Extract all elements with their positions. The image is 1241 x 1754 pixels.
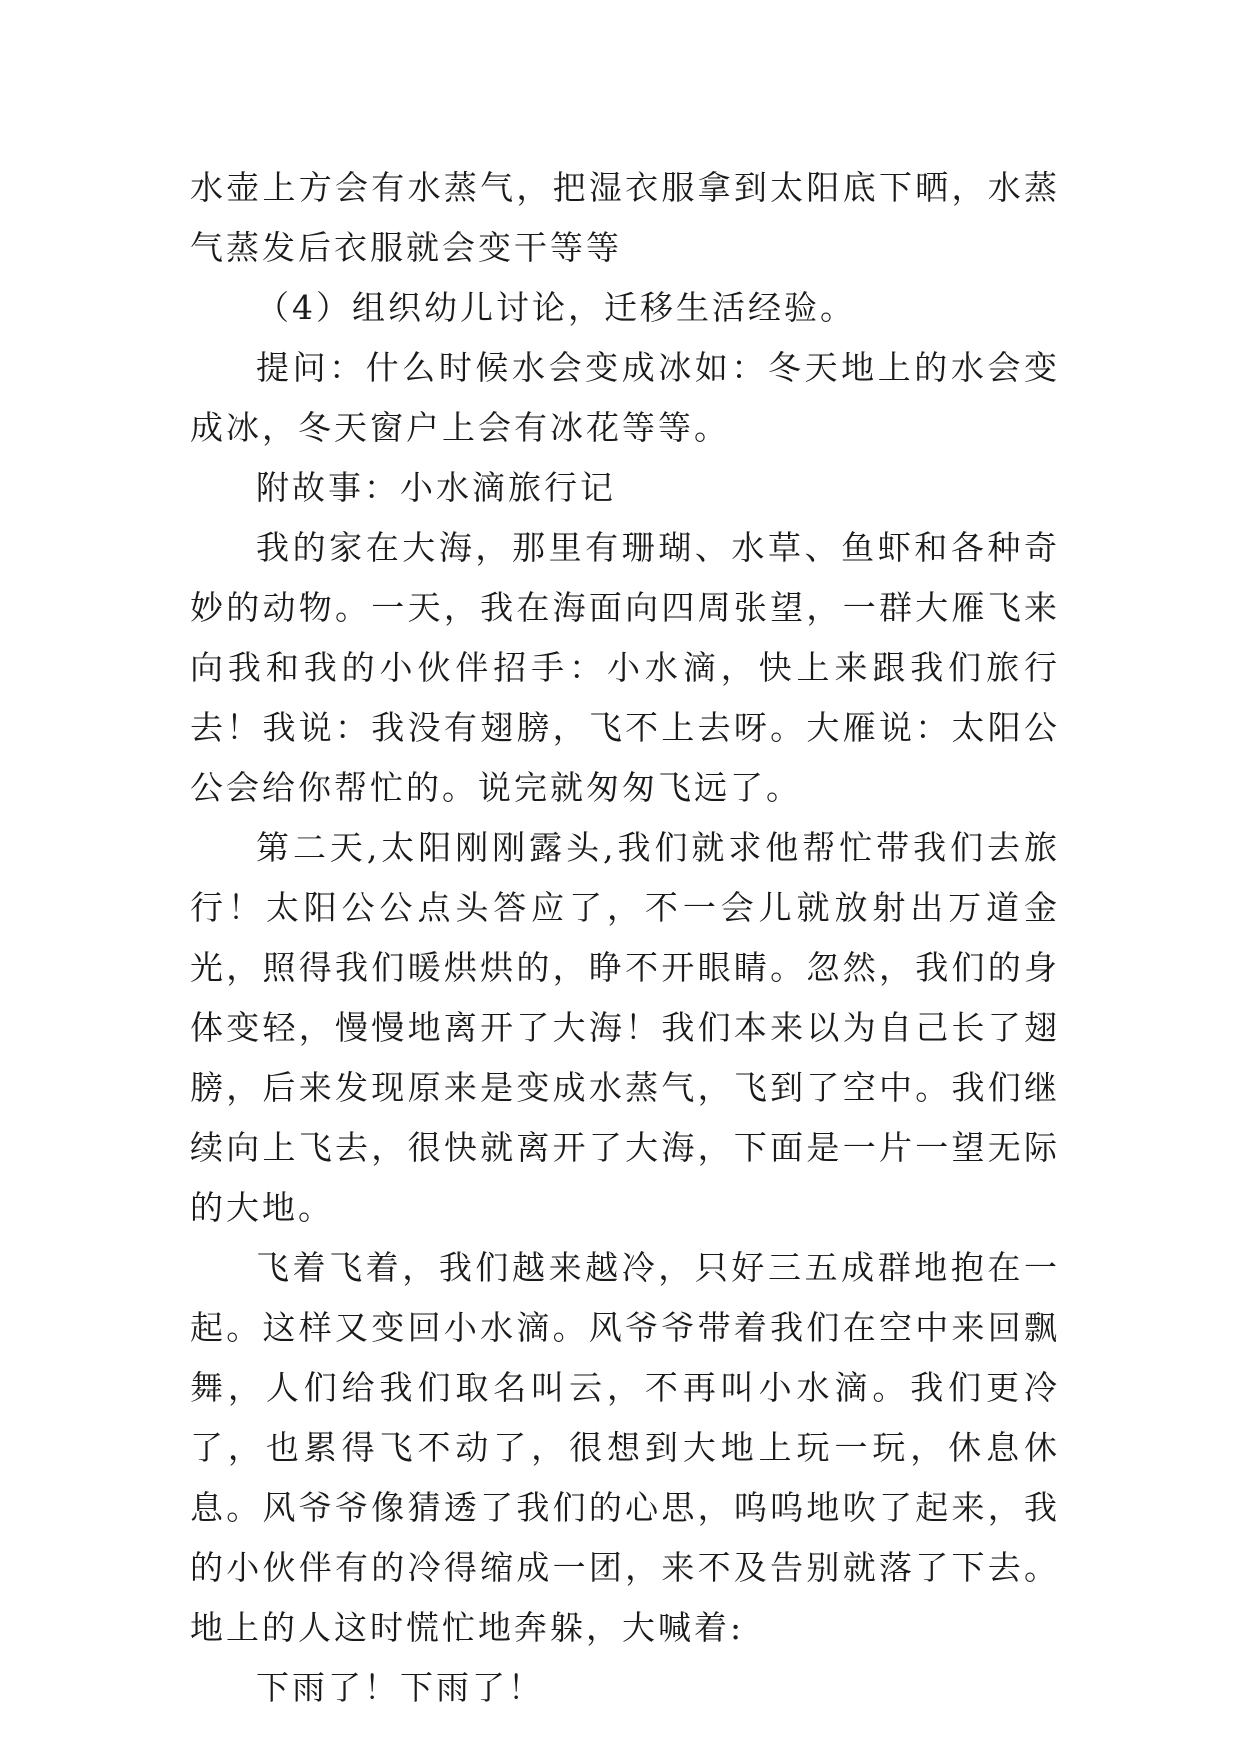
paragraph-step-4: （4）组织幼儿讨论，迁移生活经验。: [256, 288, 856, 327]
document-body: [190, 158, 1060, 1718]
paragraph-question: 提问：什么时候水会变成冰如：冬天地上的水会变成冰，冬天窗户上会有冰花等等。: [190, 348, 1060, 447]
paragraph-continuation: 水壶上方会有水蒸气，把湿衣服拿到太阳底下晒，水蒸气蒸发后衣服就会变干等等: [190, 168, 1060, 267]
story-paragraph-4: 下雨了！下雨了！: [256, 1668, 544, 1707]
story-paragraph-3: 飞着飞着，我们越来越冷，只好三五成群地抱在一起。这样又变回小水滴。风爷爷带着我们在空中来回飘舞，人们给我们取名叫云，不再叫小水滴。我们更冷了，也累得飞不动了，很想到大地上玩一玩，休息休息。风爷爷像猜透了我们的心思，呜呜地吹了起来，我的小伙伴有的冷得缩成一团，来不及告别就落了下去。地上的人这时慌忙地奔躲，大喊着:: [190, 1248, 1060, 1647]
story-title: 附故事：小水滴旅行记: [256, 468, 616, 507]
story-paragraph-2: 第二天,太阳刚刚露头,我们就求他帮忙带我们去旅行！太阳公公点头答应了，不一会儿就放射出万道金光，照得我们暖烘烘的，睁不开眼睛。忽然，我们的身体变轻，慢慢地离开了大海！我们本来以为自己长了翅膀，后来发现原来是变成水蒸气，飞到了空中。我们继续向上飞去，很快就离开了大海，下面是一片一望无际的大地。: [190, 828, 1060, 1227]
story-paragraph-1: 我的家在大海，那里有珊瑚、水草、鱼虾和各种奇妙的动物。一天，我在海面向四周张望，一群大雁飞来向我和我的小伙伴招手：小水滴，快上来跟我们旅行去！我说：我没有翅膀，飞不上去呀。大雁说：太阳公公会给你帮忙的。说完就匆匆飞远了。: [190, 528, 1060, 807]
